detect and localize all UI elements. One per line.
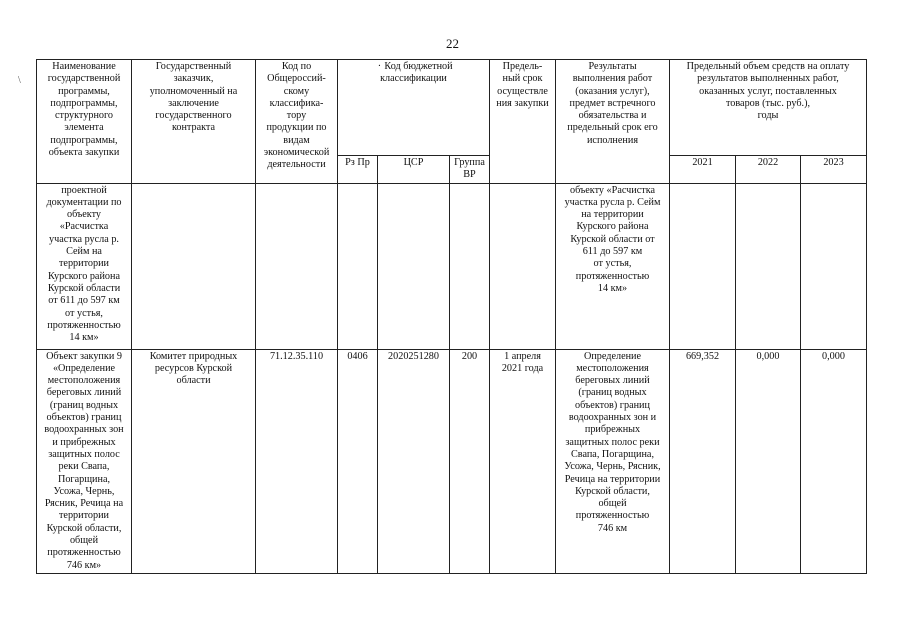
header-year-2023: 2023: [801, 156, 867, 184]
cell-okpd: [256, 183, 338, 349]
header-year-2022: 2022: [736, 156, 801, 184]
header-csr: ЦСР: [378, 156, 450, 184]
header-okpd: Код по Общероссий- скому классифика- тору продукции по видам экономической деятельности: [256, 60, 338, 184]
budget-mark: ·: [377, 61, 382, 72]
header-term: Предель- ный срок осуществле ния закупки: [490, 60, 556, 184]
cell-2022: 0,000: [736, 349, 801, 573]
cell-2023: [801, 183, 867, 349]
cell-name: проектной документации по объекту «Расчистка участка русла р. Сейм на территории Курского района Курской области от 611 до 597 км от устья, протяженностью 14 км»: [37, 183, 132, 349]
header-budget-group: [338, 60, 490, 156]
header-customer: Государственный заказчик, уполномоченный на заключение государственного контракта: [132, 60, 256, 184]
cell-2023: 0,000: [801, 349, 867, 573]
cell-2021: [670, 183, 736, 349]
header-name: Наименование государственной программы, подпрограммы, структурного элемента подпрограммы, объекта закупки: [37, 60, 132, 184]
table-row-item-9: [37, 349, 867, 573]
procurement-table: [36, 59, 867, 574]
cell-term: 1 апреля 2021 года: [490, 349, 556, 573]
cell-result: объекту «Расчистка участка русла р. Сейм на территории Курского района Курской области от 611 до 597 км от устья, протяженностью 14 км»: [556, 183, 670, 349]
cell-result: Определение местоположения береговых линий (границ водных объектов) границ водоохранных зон и прибрежных защитных полос реки Свапа, Погарщина, Усожа, Чернь, Рясник, Речица на территории Курской области, общей протяженностью 746 км: [556, 349, 670, 573]
header-rzpr: Рз Пр: [338, 156, 378, 184]
header-funding: Предельный объем средств на оплату результатов выполненных работ, оказанных услуг, поставленных товаров (тыс. руб.), годы: [670, 60, 867, 156]
cell-rzpr: [338, 183, 378, 349]
cell-term: [490, 183, 556, 349]
table-row-continuation: [37, 183, 867, 349]
stray-mark: \: [18, 75, 21, 86]
cell-csr: [378, 183, 450, 349]
cell-2021: 669,352: [670, 349, 736, 573]
page-number: 22: [446, 36, 459, 51]
cell-vr: [450, 183, 490, 349]
header-vr: Группа ВР: [450, 156, 490, 184]
cell-okpd: 71.12.35.110: [256, 349, 338, 573]
cell-vr: 200: [450, 349, 490, 573]
cell-rzpr: 0406: [338, 349, 378, 573]
header-year-2021: 2021: [670, 156, 736, 184]
cell-customer: Комитет природных ресурсов Курской области: [132, 349, 256, 573]
cell-2022: [736, 183, 801, 349]
header-row: [37, 60, 867, 156]
cell-csr: 2020251280: [378, 349, 450, 573]
cell-name: Объект закупки 9 «Определение местоположения береговых линий (границ водных объектов) границ водоохранных зон и прибрежных защитных полос реки Свапа, Погарщина, Усожа, Чернь, Рясник, Речица на территории Курской области, общей протяженностью 746 км»: [37, 349, 132, 573]
header-budget: Код бюджетной классификации: [380, 61, 453, 85]
cell-customer: [132, 183, 256, 349]
header-results: Результаты выполнения работ (оказания услуг), предмет встречного обязательства и предельный срок его исполнения: [556, 60, 670, 184]
